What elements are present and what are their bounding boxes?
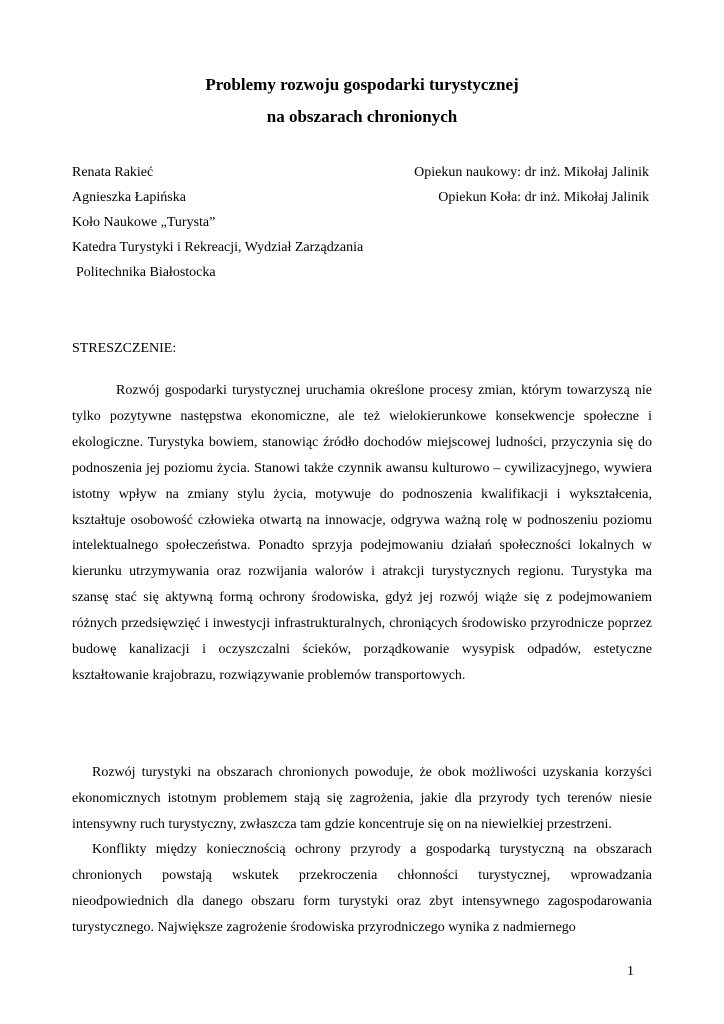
club-name: Koło Naukowe „Turysta”	[72, 215, 216, 230]
abstract-heading: STRESZCZENIE:	[72, 341, 177, 356]
supervisor-label: Opiekun naukowy: dr inż. Mikołaj Jalinik	[414, 165, 649, 180]
university-name: Politechnika Białostocka	[76, 265, 216, 280]
body-paragraph-2: Konflikty między koniecznością ochrony przyrody a gospodarką turystyczną na obszarach chronionych powstają wskutek przekroczenia chłonności turystycznej, wprowadzania nieodpowiednich dla danego obszaru form turystyki oraz zbyt intensywnego zagospodarowania turystycznego. Największe zagrożenie środowiska przyrodniczego wynika z nadmiernego	[72, 842, 652, 935]
author-name: Renata Rakieć	[72, 165, 154, 180]
title-line-1: Problemy rozwoju gospodarki turystycznej	[205, 75, 519, 94]
abstract-paragraph: Rozwój gospodarki turystycznej uruchamia określone procesy zmian, którym towarzyszą nie tylko pozytywne następstwa ekonomiczne, ale też wielokierunkowe konsekwencje społeczne i ekologiczne. Turystyka bowiem, stanowiąc źródło dochodów miejscowej ludności, przyczynia się do podnoszenia jej poziomu życia. Stanowi także czynnik awansu kulturowo – cywilizacyjnego, wywiera istotny wpływ na zmiany stylu życia, motywuje do podnoszenia kwalifikacji i wykształcenia, kształtuje osobowość człowieka otwartą na innowacje, odgrywa ważną rolę w podnoszeniu poziomu intelektualnego społeczeństwa. Ponadto sprzyja podejmowaniu działań społeczności lokalnych w kierunku utrzymywania oraz rozwijania walorów i atrakcji turystycznych regionu. Turystyka ma szansę stać się aktywną formą ochrony środowiska, gdyż jej rozwój wiąże się z podejmowaniem różnych przedsięwzięć i inwestycji infrastrukturalnych, chroniących środowisko przyrodnicze poprzez budowę kanalizacji i oczyszczalni ścieków, porządkowanie wysypisk odpadów, estetyczne kształtowanie krajobrazu, rozwiązywanie problemów transportowych.	[72, 383, 652, 683]
supervisor-label: Opiekun Koła: dr inż. Mikołaj Jalinik	[438, 190, 649, 205]
department-name: Katedra Turystyki i Rekreacji, Wydział Zarządzania	[72, 240, 364, 255]
page-number: 1	[627, 964, 634, 979]
body-paragraph-1: Rozwój turystyki na obszarach chronionych powoduje, że obok możliwości uzyskania korzyści ekonomicznych istotnym problemem stają się zagrożenia, jakie dla przyrody tych terenów niesie intensywny ruch turystyczny, zwłaszcza tam gdzie koncentruje się on na niewielkiej przestrzeni.	[72, 765, 652, 832]
title-line-2: na obszarach chronionych	[266, 107, 458, 126]
author-name: Agnieszka Łapińska	[72, 190, 186, 205]
